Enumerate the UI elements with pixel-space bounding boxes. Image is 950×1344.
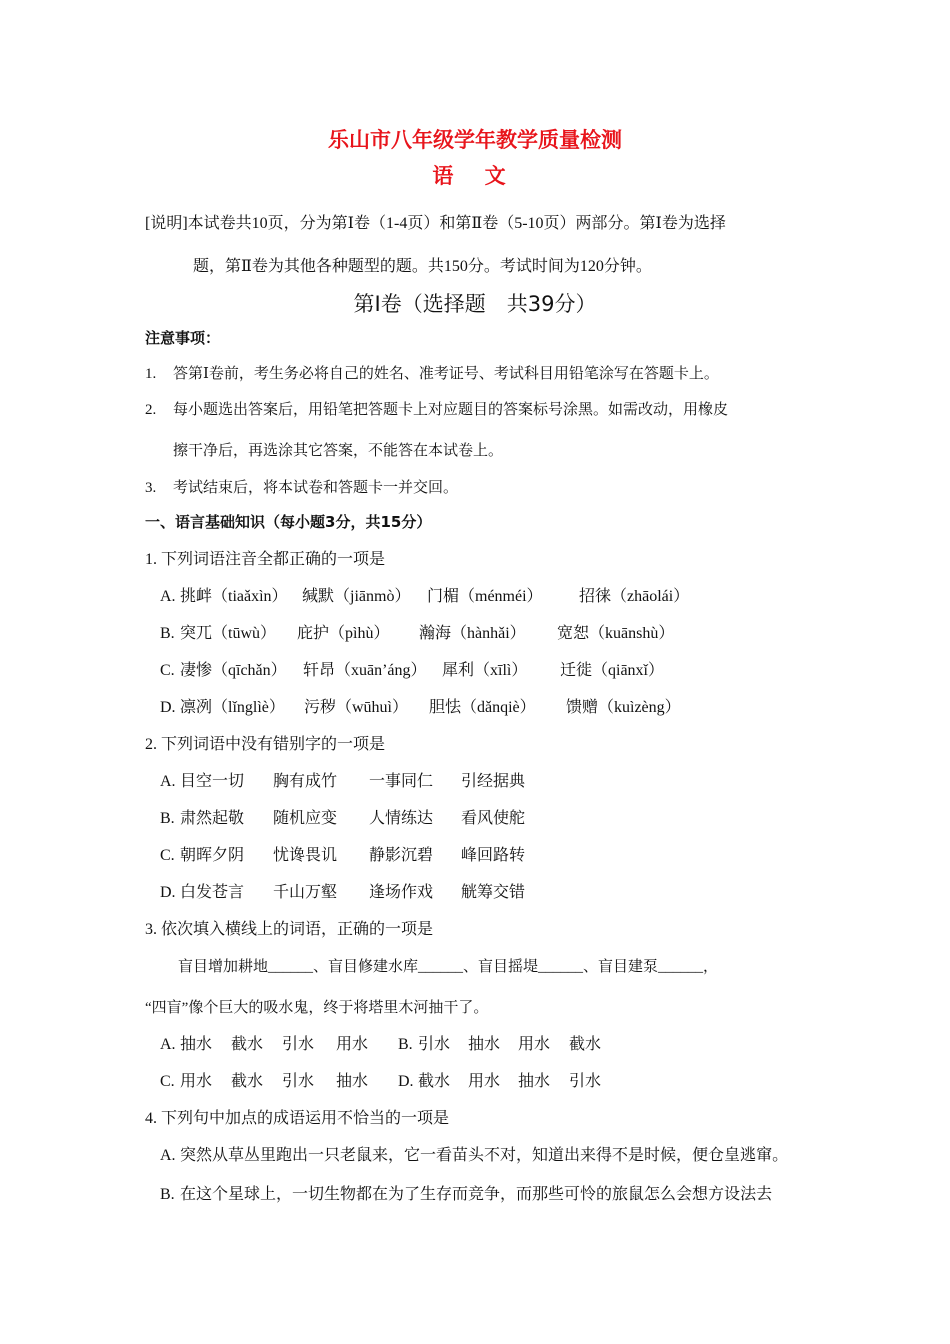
- option-item: 门楣（ménméi）: [427, 588, 543, 605]
- subject-title: 语 文: [432, 164, 518, 188]
- notice-item-2: [145, 398, 728, 419]
- option-item: 用水: [336, 1036, 369, 1053]
- dotted-char: 仓: [708, 1142, 724, 1165]
- option-item: 庇护（pìhù）: [297, 625, 390, 642]
- option-item: 朝晖夕阴: [180, 847, 245, 864]
- notice-num: 2.: [145, 402, 157, 418]
- option-item: 瀚海（hànhǎi）: [419, 625, 526, 642]
- option-label: B.: [160, 1186, 175, 1203]
- option-item: 抽水: [518, 1073, 551, 1090]
- option-item: 凛冽（lǐnglìè）: [180, 699, 285, 716]
- option-label: A.: [160, 588, 176, 605]
- q2-option-a: [160, 768, 525, 791]
- notice-item-1: [145, 362, 719, 383]
- option-item: 挑衅（tiaǎxìn）: [180, 588, 288, 605]
- option-item: 犀利（xīlì）: [442, 662, 528, 679]
- q3-option-ab: [160, 1031, 601, 1054]
- option-item: 肃然起敬: [180, 810, 245, 827]
- option-label: B.: [160, 625, 175, 642]
- dotted-char: 想: [692, 1181, 708, 1204]
- option-item: 截水: [569, 1036, 602, 1053]
- notice-num: 1.: [145, 366, 157, 382]
- option-label: D.: [160, 884, 176, 901]
- option-item: 抽水: [468, 1036, 501, 1053]
- option-item: 人情练达: [369, 810, 434, 827]
- option-item: 凄惨（qīchǎn）: [180, 662, 287, 679]
- option-text: 突然从草丛里跑出一只老鼠来，它一看苗头不对，知道出来得不是时候，便: [180, 1147, 709, 1164]
- q1-option-b: [160, 620, 674, 643]
- notice-num: 3.: [145, 480, 157, 496]
- dotted-idiom: [708, 1147, 772, 1164]
- q4-option-a: [160, 1142, 920, 1165]
- option-item: 截水: [231, 1036, 264, 1053]
- option-item: 突兀（tūwù）: [180, 625, 277, 642]
- option-item: 峰回路转: [461, 847, 526, 864]
- q1-option-d: [160, 694, 681, 717]
- notice-title: 注意事项：: [145, 329, 221, 347]
- question-1-stem: 1. 下列词语注音全都正确的一项是: [145, 551, 386, 568]
- q3-passage-line-2: “四盲”像个巨大的吸水鬼，终于将塔里木河抽干了。: [145, 1000, 489, 1016]
- dotted-idiom: [692, 1186, 756, 1203]
- option-item: 馈赠（kuìzèng）: [566, 699, 681, 716]
- option-label: C.: [160, 847, 175, 864]
- dotted-char: 设: [724, 1181, 740, 1204]
- option-label: D.: [160, 699, 176, 716]
- option-item: 轩昂（xuān’áng）: [303, 662, 427, 679]
- option-item: 用水: [518, 1036, 551, 1053]
- dotted-char: 窜: [756, 1142, 772, 1165]
- q3-passage-line-1: 盲目增加耕地______、盲目修建水库______、盲目摇堤______、盲目建泵______，: [178, 959, 719, 975]
- option-item: 引水: [282, 1073, 315, 1090]
- option-item: 觥筹交错: [461, 884, 526, 901]
- option-label: D.: [398, 1073, 414, 1090]
- option-item: 目空一切: [180, 773, 245, 790]
- option-text: 在这个星球上，一切生物都在为了生存而竞争，而那些可怜的旅鼠怎么会: [180, 1186, 693, 1203]
- option-item: 引水: [282, 1036, 315, 1053]
- option-item: 忧谗畏讥: [273, 847, 338, 864]
- dotted-char: 皇: [724, 1142, 740, 1165]
- notice-item-2-cont: 擦干净后，再选涂其它答案，不能答在本试卷上。: [173, 443, 504, 459]
- dotted-char: 法: [740, 1181, 756, 1204]
- intro-tag: [说明]: [145, 215, 188, 232]
- dotted-char: 方: [708, 1181, 724, 1204]
- option-item: 招徕（zhāolái）: [579, 588, 690, 605]
- option-item: 抽水: [180, 1036, 213, 1053]
- q3-option-cd: [160, 1068, 601, 1091]
- option-end: 。: [772, 1147, 789, 1164]
- notice-text: 答第Ⅰ卷前，考生务必将自己的姓名、准考证号、考试科目用铅笔涂写在答题卡上。: [173, 366, 719, 382]
- option-item: 随机应变: [273, 810, 338, 827]
- question-4-stem: 4. 下列句中加点的成语运用不恰当的一项是: [145, 1110, 450, 1127]
- notice-text: 考试结束后，将本试卷和答题卡一并交回。: [173, 480, 459, 496]
- exam-title: 乐山市八年级学年教学质量检测: [328, 128, 622, 152]
- option-item: 引经据典: [461, 773, 526, 790]
- option-item: 一事同仁: [369, 773, 434, 790]
- option-label: A.: [160, 773, 176, 790]
- intro-text-1: 本试卷共10页，分为第Ⅰ卷（1-4页）和第Ⅱ卷（5-10页）两部分。第Ⅰ卷为选择: [187, 215, 726, 232]
- intro-line-2: 题，第Ⅱ卷为其他各种题型的题。共150分。考试时间为120分钟。: [193, 258, 652, 275]
- option-item: 静影沉碧: [369, 847, 434, 864]
- option-item: 看风使舵: [461, 810, 526, 827]
- q2-option-c: [160, 842, 525, 865]
- option-item: 污秽（wūhuì）: [304, 699, 409, 716]
- option-item: 缄默（jiānmò）: [302, 588, 411, 605]
- option-label: B.: [398, 1036, 413, 1053]
- q1-option-a: [160, 583, 689, 606]
- option-label: A.: [160, 1036, 176, 1053]
- question-3-stem: 3. 依次填入横线上的词语，正确的一项是: [145, 921, 434, 938]
- option-item: 迁徙（qiānxǐ）: [560, 662, 664, 679]
- option-end: 去: [756, 1186, 773, 1203]
- option-item: 胆怯（dǎnqiè）: [429, 699, 536, 716]
- option-item: 用水: [468, 1073, 501, 1090]
- option-label: A.: [160, 1147, 176, 1164]
- option-item: 引水: [418, 1036, 451, 1053]
- dotted-char: 逃: [740, 1142, 756, 1165]
- q2-option-d: [160, 879, 525, 902]
- q1-option-c: [160, 657, 664, 680]
- notice-item-3: [145, 476, 458, 497]
- option-label: C.: [160, 1073, 175, 1090]
- option-label: B.: [160, 810, 175, 827]
- option-item: 胸有成竹: [273, 773, 338, 790]
- intro-line-1: [145, 210, 726, 233]
- option-item: 截水: [231, 1073, 264, 1090]
- option-item: 截水: [418, 1073, 451, 1090]
- q4-option-b: [160, 1181, 920, 1204]
- option-item: 引水: [569, 1073, 602, 1090]
- question-2-stem: 2. 下列词语中没有错别字的一项是: [145, 736, 386, 753]
- option-item: 抽水: [336, 1073, 369, 1090]
- q2-option-b: [160, 805, 525, 828]
- option-item: 用水: [180, 1073, 213, 1090]
- section-title: 第Ⅰ卷（选择题 共39分）: [353, 292, 597, 316]
- notice-text: 每小题选出答案后，用铅笔把答题卡上对应题目的答案标号涂黑。如需改动，用橡皮: [173, 402, 729, 418]
- option-label: C.: [160, 662, 175, 679]
- option-item: 逢场作戏: [369, 884, 434, 901]
- part-title: 一、语言基础知识（每小题3分，共15分）: [145, 513, 432, 531]
- option-item: 宽恕（kuānshù）: [557, 625, 675, 642]
- option-item: 白发苍言: [180, 884, 245, 901]
- option-item: 千山万壑: [273, 884, 338, 901]
